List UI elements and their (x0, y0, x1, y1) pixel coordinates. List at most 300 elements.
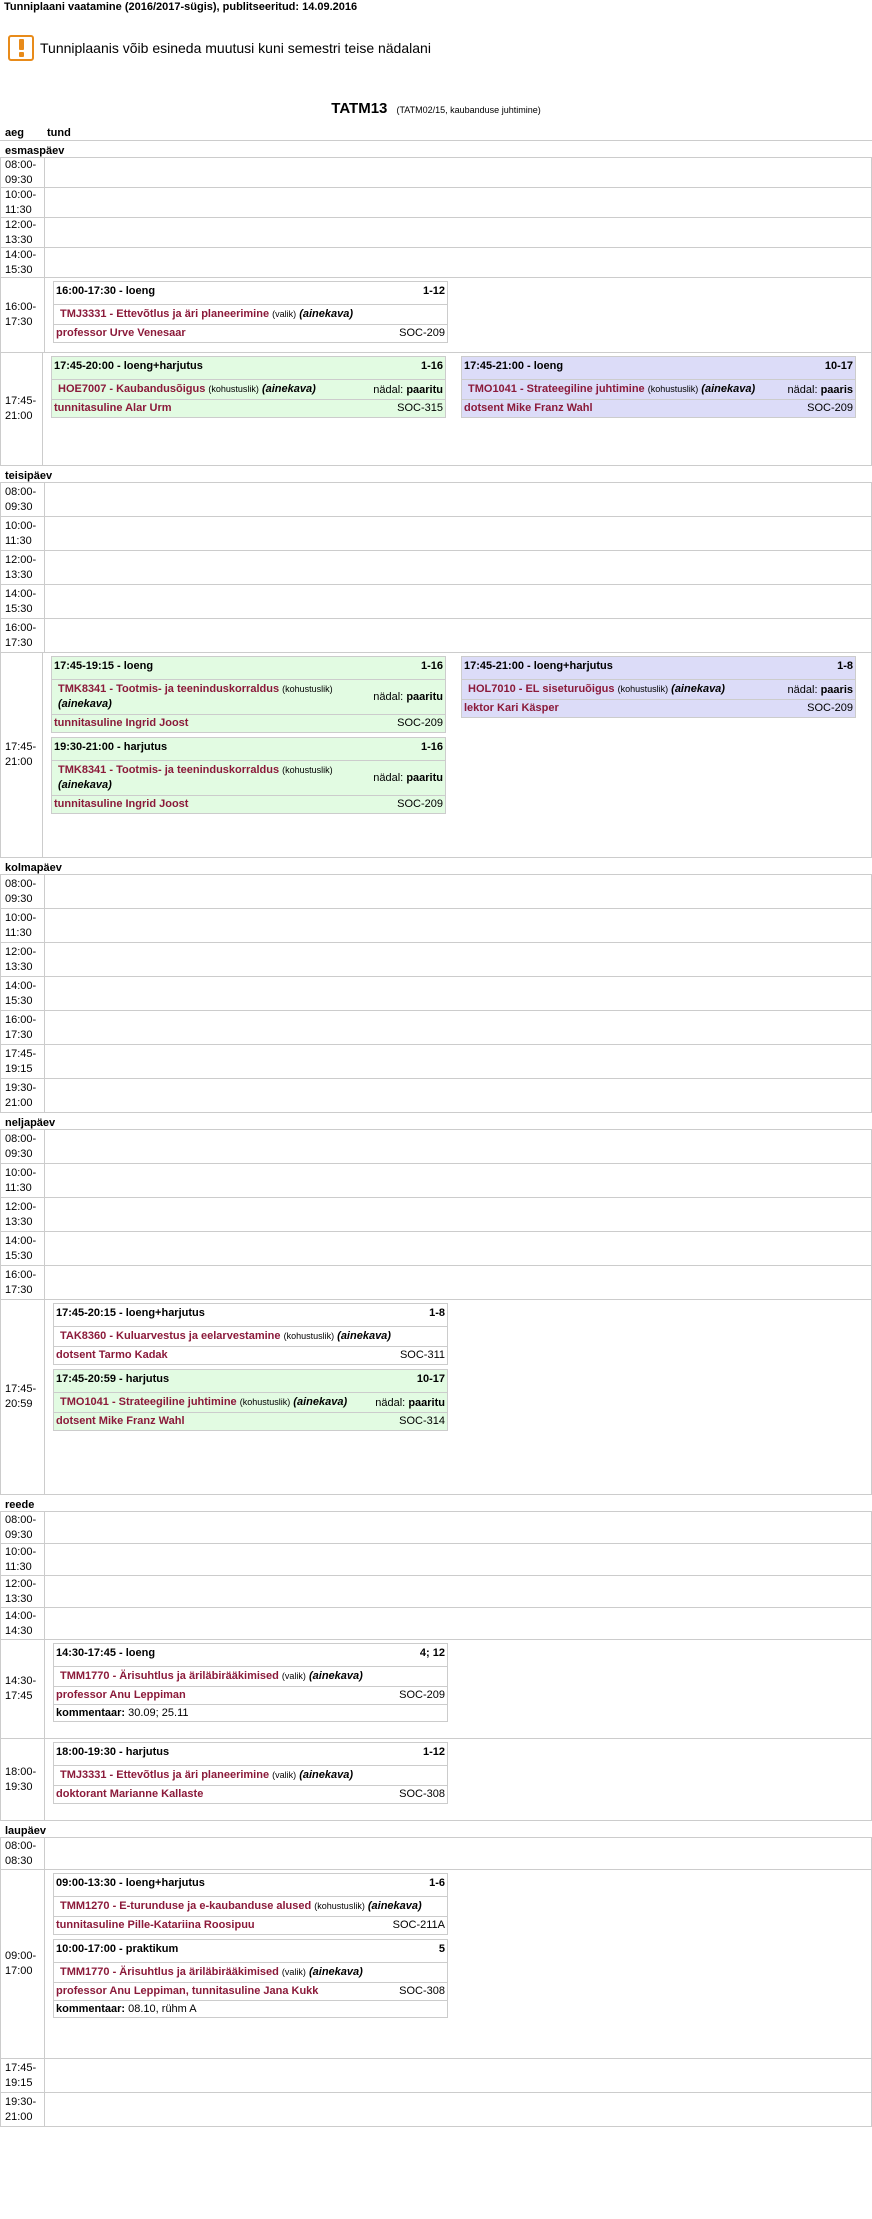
event-time-type (56, 1647, 155, 1660)
lesson-cell (42, 653, 872, 857)
lesson-event[interactable] (51, 356, 446, 418)
time-end: 09:30 (5, 1147, 33, 1160)
event-time: 14:30-17:45 - (56, 1647, 123, 1659)
time-cell (0, 1608, 44, 1639)
time-start: 16:00- (5, 621, 37, 634)
time-range (5, 1200, 36, 1230)
teacher-link[interactable]: dotsent Tarmo Kadak (56, 1349, 168, 1361)
event-time: 10:00-17:00 - (56, 1943, 123, 1955)
week-label: nädal: (375, 1396, 406, 1409)
column-headers (0, 124, 872, 140)
week-value: paaritu (406, 772, 443, 784)
lesson-event[interactable] (461, 656, 856, 718)
day-label: neljapäev (0, 1112, 872, 1129)
time-cell (0, 2093, 44, 2126)
time-cell (0, 1870, 44, 2058)
schedule-row (0, 1078, 872, 1113)
time-cell (0, 1512, 44, 1543)
event-time: 17:45-21:00 - (464, 660, 531, 672)
event-time: 19:30-21:00 - (54, 741, 121, 753)
time-end: 19:30 (5, 1780, 33, 1793)
event-weeks: 4; 12 (419, 1647, 445, 1659)
event-course-row (52, 760, 445, 796)
room: SOC-209 (807, 402, 853, 414)
schedule-row (0, 352, 872, 466)
lesson-cell (44, 2059, 872, 2092)
teacher-link[interactable]: tunnitasuline Pille-Katariina Roosipuu (56, 1919, 255, 1931)
time-range (5, 2095, 36, 2125)
lesson-event[interactable] (51, 656, 446, 733)
time-end: 15:30 (5, 602, 33, 615)
time-cell (0, 1739, 44, 1820)
lesson-cell (44, 909, 872, 942)
lesson-cell (44, 218, 872, 247)
time-range (5, 911, 36, 941)
room: SOC-308 (399, 1788, 445, 1800)
time-end: 21:00 (5, 410, 33, 422)
course-status: (kohustuslik) (314, 1901, 365, 1911)
course-status: (kohustuslik) (282, 765, 333, 775)
lesson-event[interactable] (51, 737, 446, 814)
event-course-row (54, 304, 447, 325)
event-column (51, 356, 446, 422)
time-end: 11:30 (5, 1560, 32, 1573)
time-cell (0, 585, 44, 618)
event-teacher-row (54, 1917, 447, 1934)
lesson-event[interactable] (53, 1303, 448, 1365)
schedule-row (0, 516, 872, 551)
notice-text: Tunniplaanis võib esineda muutusi kuni semestri teise nädalani (40, 40, 431, 56)
time-cell (0, 353, 42, 465)
event-type: loeng+harjutus (125, 1307, 205, 1319)
time-start: 16:00- (5, 1013, 37, 1026)
time-start: 16:00- (5, 1268, 37, 1281)
time-cell (0, 248, 44, 277)
event-column (53, 1742, 448, 1808)
time-range (5, 394, 36, 424)
day-label: laupäev (0, 1820, 872, 1837)
event-weeks: 1-12 (422, 285, 445, 297)
lesson-cell (44, 2093, 872, 2126)
page-header: Tunniplaani vaatamine (2016/2017-sügis), publitseeritud: 14.09.2016 (4, 1, 358, 13)
time-start: 17:45- (5, 2061, 37, 2074)
event-type: loeng (125, 1647, 156, 1659)
time-start: 10:00- (5, 911, 37, 924)
time-range (5, 248, 36, 278)
column-header-time: aeg (5, 127, 24, 139)
lesson-cell (44, 1232, 872, 1265)
time-start: 14:00- (5, 1609, 37, 1622)
teacher-link[interactable]: doktorant Marianne Kallaste (56, 1788, 204, 1800)
course-plan-link[interactable]: (ainekava) (671, 683, 725, 695)
time-start: 12:00- (5, 218, 37, 231)
time-start: 12:00- (5, 1200, 37, 1213)
schedule-row (0, 187, 872, 218)
teacher-link[interactable]: tunnitasuline Alar Urm (54, 402, 172, 414)
course-plan-link[interactable]: (ainekava) (293, 1396, 348, 1408)
event-header (54, 1874, 447, 1896)
time-end: 19:15 (5, 2076, 33, 2089)
time-start: 17:45- (5, 1383, 37, 1395)
course-link[interactable] (60, 1329, 391, 1344)
time-start: 17:45- (5, 741, 37, 753)
time-range (5, 1081, 36, 1111)
event-teacher-row (54, 1983, 447, 2000)
schedule-row (0, 157, 872, 188)
time-range (5, 218, 36, 248)
lesson-cell (44, 517, 872, 550)
time-cell (0, 943, 44, 976)
event-header (52, 738, 445, 760)
week-parity (367, 691, 443, 703)
time-start: 17:45- (5, 395, 37, 407)
event-course-row (54, 1392, 447, 1413)
course-plan-link[interactable]: (ainekava) (308, 1966, 363, 1978)
course-status: (kohustuslik) (647, 384, 699, 394)
time-start: 14:00- (5, 1234, 37, 1247)
room: SOC-209 (399, 1689, 445, 1701)
course-link[interactable] (468, 382, 755, 397)
course-status: (kohustuslik) (239, 1397, 291, 1407)
time-cell (0, 1640, 44, 1738)
lesson-cell (44, 551, 872, 584)
lesson-cell (44, 278, 872, 352)
course-status: (kohustuslik) (208, 384, 259, 394)
event-weeks: 1-16 (420, 741, 443, 753)
course-link[interactable] (58, 382, 316, 397)
schedule-row (0, 1231, 872, 1266)
time-range (5, 1765, 36, 1795)
course-link[interactable] (60, 1899, 422, 1914)
schedule-row (0, 976, 872, 1011)
warning-icon (8, 35, 34, 61)
course-title: HOL7010 - EL siseturuõigus (468, 683, 615, 695)
event-time-type (54, 360, 203, 373)
lesson-cell (44, 1870, 872, 2058)
course-link[interactable] (468, 682, 725, 697)
event-course-row (54, 1962, 447, 1983)
time-start: 08:00- (5, 1839, 37, 1852)
lesson-cell (44, 1608, 872, 1639)
time-cell (0, 1576, 44, 1607)
event-time: 17:45-19:15 - (54, 660, 121, 672)
event-teacher-row (54, 1347, 447, 1364)
lesson-cell (44, 1198, 872, 1231)
room: SOC-209 (397, 798, 443, 810)
week-label: nädal: (787, 383, 818, 396)
group-code: TATM13 (331, 100, 388, 117)
time-cell (0, 1198, 44, 1231)
comment-value: 30.09; 25.11 (128, 1707, 189, 1719)
event-header (52, 657, 445, 679)
time-cell (0, 1838, 44, 1869)
teacher-link[interactable]: professor Urve Venesaar (56, 327, 186, 339)
room: SOC-315 (397, 402, 443, 414)
time-cell (0, 1300, 44, 1494)
time-start: 14:00- (5, 248, 37, 261)
time-start: 14:00- (5, 587, 37, 600)
time-end: 09:30 (5, 173, 33, 186)
event-time: 17:45-20:15 - (56, 1307, 123, 1319)
group-title (0, 76, 872, 124)
notice-banner (0, 16, 872, 76)
schedule-row (0, 1607, 872, 1640)
schedule-row (0, 1044, 872, 1079)
time-end: 11:30 (5, 926, 32, 939)
schedule-row (0, 652, 872, 858)
week-parity (369, 1397, 445, 1409)
time-start: 08:00- (5, 1513, 37, 1526)
week-value: paaritu (408, 1396, 445, 1409)
course-plan-link[interactable]: (ainekava) (337, 1330, 391, 1342)
teacher-link[interactable]: tunnitasuline Ingrid Joost (54, 798, 189, 810)
lesson-cell (44, 158, 872, 187)
event-course-row (462, 679, 855, 700)
event-type: loeng (533, 360, 564, 372)
teacher-link[interactable]: dotsent Mike Franz Wahl (464, 402, 593, 414)
time-range (5, 553, 36, 583)
time-cell (0, 158, 44, 187)
lesson-cell (44, 585, 872, 618)
time-end: 13:30 (5, 1215, 33, 1228)
time-end: 21:00 (5, 1096, 33, 1109)
week-parity (782, 684, 853, 696)
teacher-link[interactable]: professor Anu Leppiman, tunnitasuline Jana Kukk (56, 1985, 319, 1997)
day-label: kolmapäev (0, 857, 872, 874)
course-plan-link[interactable]: (ainekava) (58, 698, 112, 710)
event-header (54, 1644, 447, 1666)
week-value: paaritu (406, 383, 443, 396)
course-link[interactable] (58, 763, 367, 793)
time-end: 15:30 (5, 994, 33, 1007)
time-start: 14:30- (5, 1675, 37, 1687)
week-value: paaris (820, 683, 853, 696)
lesson-cell (44, 619, 872, 652)
course-title: TMK8341 - Tootmis- ja teeninduskorraldus (58, 764, 280, 776)
course-link[interactable] (58, 682, 367, 712)
time-end: 17:30 (5, 1028, 33, 1041)
schedule-row (0, 1299, 872, 1495)
course-status: (valik) (281, 1967, 306, 1977)
event-weeks: 10-17 (416, 1373, 445, 1385)
lesson-cell (42, 353, 872, 465)
schedule-row (0, 1511, 872, 1544)
comment-label: kommentaar: (56, 2003, 126, 2015)
day-label: teisipäev (0, 465, 872, 482)
schedule-row (0, 1837, 872, 1870)
lesson-event[interactable] (53, 1742, 448, 1804)
schedule-row (0, 1010, 872, 1045)
time-cell (0, 909, 44, 942)
lesson-event[interactable] (53, 281, 448, 343)
schedule-row (0, 482, 872, 517)
event-time-type (56, 1373, 169, 1386)
event-teacher-row (54, 1687, 447, 1704)
course-status: (valik) (272, 1770, 297, 1780)
time-cell (0, 653, 42, 857)
time-range (5, 1382, 36, 1412)
time-end: 15:30 (5, 263, 33, 276)
time-cell (0, 1045, 44, 1078)
time-end: 13:30 (5, 568, 33, 581)
event-course-row (54, 1765, 447, 1786)
schedule-row (0, 1197, 872, 1232)
time-range (5, 1674, 36, 1704)
column-header-lesson: tund (47, 127, 71, 139)
time-start: 16:00- (5, 301, 37, 313)
time-range (5, 945, 36, 975)
teacher-link[interactable]: professor Anu Leppiman (56, 1689, 186, 1701)
time-range (5, 1545, 36, 1575)
time-end: 09:30 (5, 500, 33, 513)
course-link[interactable] (60, 1395, 347, 1410)
time-range (5, 519, 36, 549)
comment-label: kommentaar: (56, 1707, 126, 1719)
lesson-cell (44, 1544, 872, 1575)
time-start: 12:00- (5, 553, 37, 566)
event-teacher-row (54, 1786, 447, 1803)
time-range (5, 1513, 36, 1543)
event-course-row (52, 679, 445, 715)
event-weeks: 1-12 (422, 1746, 445, 1758)
time-range (5, 979, 36, 1009)
day-label: esmaspäev (0, 140, 872, 157)
time-start: 10:00- (5, 1545, 37, 1558)
lesson-cell (44, 943, 872, 976)
time-start: 18:00- (5, 1765, 37, 1778)
event-time-type (54, 741, 167, 754)
week-parity (367, 384, 443, 396)
event-time: 18:00-19:30 - (56, 1746, 123, 1758)
event-comment (54, 2000, 447, 2017)
lesson-cell (44, 1640, 872, 1738)
lesson-cell (44, 188, 872, 217)
event-type: loeng (125, 285, 156, 297)
event-teacher-row (462, 700, 855, 717)
course-status: (valik) (272, 309, 297, 319)
event-weeks: 1-8 (837, 660, 853, 672)
event-weeks: 1-16 (420, 660, 443, 672)
course-plan-link[interactable]: (ainekava) (299, 308, 354, 320)
room: SOC-209 (399, 327, 445, 339)
event-type: praktikum (125, 1943, 179, 1955)
event-time-type (464, 360, 563, 373)
course-link[interactable] (60, 1965, 363, 1980)
event-teacher-row (52, 715, 445, 732)
schedule-row (0, 277, 872, 353)
week-label: nädal: (787, 683, 818, 696)
event-time-type (56, 1943, 178, 1956)
course-plan-link[interactable]: (ainekava) (299, 1769, 354, 1781)
event-teacher-row (52, 796, 445, 813)
comment-value: 08.10, rühm A (128, 2003, 197, 2015)
time-end: 17:30 (5, 636, 33, 649)
time-cell (0, 977, 44, 1010)
lesson-event[interactable] (53, 1643, 448, 1722)
schedule-row (0, 1129, 872, 1164)
room: SOC-209 (807, 702, 853, 714)
time-end: 21:00 (5, 2110, 33, 2123)
time-start: 08:00- (5, 877, 37, 890)
time-range (5, 621, 36, 651)
course-link[interactable] (60, 1669, 363, 1684)
event-type: loeng (123, 660, 154, 672)
time-start: 08:00- (5, 158, 37, 171)
schedule-row (0, 1543, 872, 1576)
time-end: 09:30 (5, 892, 33, 905)
time-start: 19:30- (5, 1081, 37, 1094)
lesson-cell (44, 1045, 872, 1078)
course-link[interactable] (60, 1768, 353, 1783)
event-type: loeng+harjutus (123, 360, 203, 372)
course-plan-link[interactable]: (ainekava) (261, 383, 316, 395)
event-time: 17:45-21:00 - (464, 360, 531, 372)
teacher-link[interactable]: tunnitasuline Ingrid Joost (54, 717, 189, 729)
week-label: nädal: (373, 772, 404, 784)
event-teacher-row (54, 1413, 447, 1430)
event-column (53, 281, 448, 347)
room: SOC-211A (392, 1919, 445, 1931)
event-weeks: 1-8 (429, 1307, 445, 1319)
course-link[interactable] (60, 307, 353, 322)
lesson-event[interactable] (53, 1873, 448, 1935)
time-start: 10:00- (5, 188, 37, 201)
schedule-row (0, 1265, 872, 1300)
course-title: TMM1770 - Ärisuhtlus ja äriläbirääkimised (60, 1670, 279, 1682)
event-column (53, 1643, 448, 1726)
teacher-link[interactable]: lektor Kari Käsper (464, 702, 559, 714)
course-plan-link[interactable]: (ainekava) (701, 383, 756, 395)
event-type: loeng+harjutus (125, 1877, 205, 1889)
group-subtitle: (TATM02/15, kaubanduse juhtimine) (396, 105, 541, 115)
event-header (462, 357, 855, 379)
event-column (53, 1303, 448, 1435)
event-course-row (54, 1326, 447, 1347)
schedule-row (0, 584, 872, 619)
course-plan-link[interactable]: (ainekava) (58, 779, 112, 791)
lesson-event[interactable] (461, 356, 856, 418)
event-header (462, 657, 855, 679)
course-title: TAK8360 - Kuluarvestus ja eelarvestamine (60, 1330, 281, 1342)
time-range (5, 1949, 36, 1979)
time-range (5, 1234, 36, 1264)
event-weeks: 5 (438, 1943, 445, 1955)
lesson-cell (44, 1079, 872, 1112)
time-start: 09:00- (5, 1950, 37, 1962)
time-cell (0, 1130, 44, 1163)
event-header (52, 357, 445, 379)
time-cell (0, 1164, 44, 1197)
time-range (5, 877, 36, 907)
course-plan-link[interactable]: (ainekava) (308, 1670, 363, 1682)
course-plan-link[interactable]: (ainekava) (367, 1900, 422, 1912)
time-cell (0, 1011, 44, 1044)
time-start: 08:00- (5, 485, 37, 498)
event-type: harjutus (123, 741, 168, 753)
lesson-cell (44, 1739, 872, 1820)
time-cell (0, 278, 44, 352)
lesson-event[interactable] (53, 1369, 448, 1431)
time-range (5, 1609, 36, 1639)
course-title: TMJ3331 - Ettevõtlus ja äri planeerimine (60, 1769, 270, 1781)
week-value: paaris (820, 383, 853, 396)
time-end: 09:30 (5, 1528, 33, 1541)
event-time: 17:45-20:59 - (56, 1373, 123, 1385)
time-end: 13:30 (5, 1592, 33, 1605)
lesson-event[interactable] (53, 1939, 448, 2018)
teacher-link[interactable]: dotsent Mike Franz Wahl (56, 1415, 185, 1427)
time-end: 14:30 (5, 1624, 33, 1637)
